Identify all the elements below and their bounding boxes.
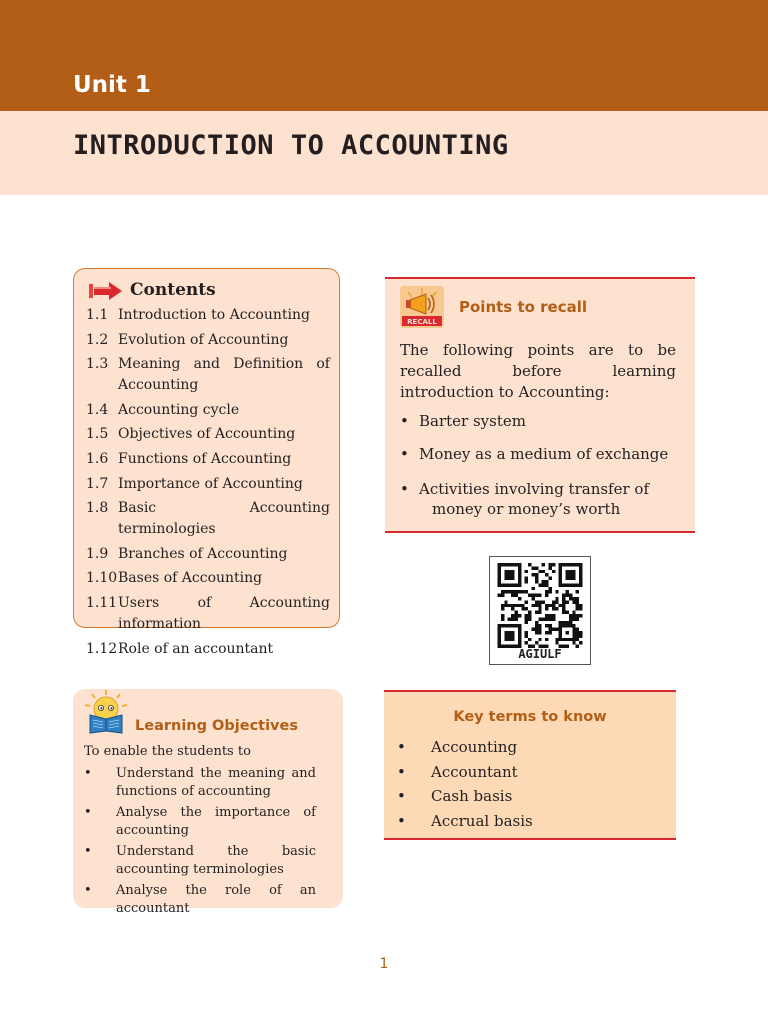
contents-item: [86, 474, 330, 495]
contents-item-number: 1.3: [86, 356, 109, 373]
bullet-icon: •: [400, 480, 409, 498]
objective-item: [84, 804, 316, 839]
page-title: INTRODUCTION TO ACCOUNTING: [73, 130, 509, 161]
recall-point-text: Money as a medium of exchange: [419, 445, 669, 463]
objective-text: Analyse the importance of accounting: [116, 805, 316, 838]
qr-code-box: [489, 556, 591, 665]
learning-objectives-list: [84, 765, 316, 921]
contents-item-number: 1.7: [86, 475, 109, 492]
contents-item: [86, 544, 330, 565]
contents-item-text: Role of an accountant: [118, 640, 274, 657]
contents-item-text: Functions of Accounting: [118, 450, 292, 467]
bullet-icon: •: [84, 766, 92, 781]
key-term-text: Accounting: [431, 738, 518, 756]
points-to-recall-box: [385, 277, 695, 533]
objective-item: [84, 765, 316, 800]
key-terms-list: [397, 735, 533, 833]
bullet-icon: •: [397, 762, 406, 781]
key-terms-heading: Key terms to know: [453, 709, 607, 725]
contents-item-text: Introduction to Accounting: [118, 307, 310, 323]
learning-objectives-intro: To enable the students to: [84, 744, 251, 759]
reading-student-icon: [82, 689, 130, 735]
key-terms-box: [384, 690, 676, 840]
contents-item: [86, 330, 330, 351]
contents-item-text: Bases of Accounting: [118, 570, 263, 587]
contents-item-text: Importance of Accounting: [118, 475, 303, 492]
contents-item-text: Meaning and Definition of Accounting: [118, 356, 330, 394]
contents-item-number: 1.11: [86, 594, 118, 611]
contents-item: [86, 400, 330, 421]
learning-objectives-box: [73, 689, 343, 916]
page-number: 1: [379, 956, 389, 972]
contents-item: [86, 354, 330, 396]
contents-item-number: 1.2: [86, 331, 109, 348]
objective-text: Understand the meaning and functions of accounting: [116, 766, 316, 799]
recall-point: [400, 444, 676, 464]
contents-item-number: 1.12: [86, 640, 118, 657]
contents-item: [86, 498, 330, 540]
objective-item: [84, 843, 316, 878]
qr-code-label: AGIULF: [518, 647, 562, 661]
bullet-icon: •: [400, 445, 409, 463]
contents-item: [86, 593, 330, 635]
unit-label: Unit 1: [73, 72, 151, 98]
key-term-item: [397, 735, 533, 760]
contents-list: [86, 305, 330, 663]
key-term-item: [397, 809, 533, 834]
contents-item-number: 1.1: [86, 307, 109, 323]
bullet-icon: •: [84, 883, 92, 898]
contents-item: [86, 639, 330, 660]
objective-item: [84, 882, 316, 917]
contents-item-text: Objectives of Accounting: [118, 426, 296, 443]
objective-text: Analyse the role of an accountant: [116, 883, 316, 916]
recall-point: [400, 411, 676, 431]
learning-objectives-heading: Learning Objectives: [135, 718, 298, 734]
key-term-text: Accountant: [431, 762, 518, 781]
contents-item: [86, 449, 330, 470]
bullet-icon: •: [84, 844, 92, 859]
objective-text: Understand the basic accounting terminologies: [116, 844, 316, 877]
contents-item-number: 1.8: [86, 500, 109, 517]
megaphone-icon: [400, 286, 444, 328]
recall-point: [400, 479, 676, 519]
contents-heading: Contents: [130, 280, 216, 300]
points-to-recall-heading: Points to recall: [459, 298, 588, 316]
contents-item-number: 1.10: [86, 570, 118, 587]
bullet-icon: •: [397, 738, 406, 756]
contents-item-text: Branches of Accounting: [118, 545, 288, 562]
contents-item-text: Basic Accounting terminologies: [118, 500, 330, 538]
bullet-icon: •: [84, 805, 92, 820]
bullet-icon: •: [397, 787, 406, 805]
contents-item: [86, 305, 330, 326]
recall-point-text: Activities involving transfer of money or money’s worth: [419, 480, 650, 518]
recall-points-list: [400, 411, 676, 519]
bullet-icon: •: [397, 811, 406, 830]
contents-item: [86, 424, 330, 445]
recall-point-text: Barter system: [419, 412, 526, 430]
contents-item-text: Evolution of Accounting: [118, 331, 289, 348]
contents-item-text: Users of Accounting information: [118, 594, 330, 632]
contents-item: [86, 568, 330, 589]
recall-intro-text: The following points are to be recalled before learning introduction to Accounting:: [400, 341, 676, 401]
contents-item-number: 1.9: [86, 545, 109, 562]
recall-icon-label: RECALL: [407, 318, 437, 326]
contents-item-text: Accounting cycle: [118, 401, 240, 418]
contents-item-number: 1.5: [86, 426, 109, 443]
contents-box: [73, 268, 340, 657]
contents-item-number: 1.6: [86, 450, 109, 467]
key-term-item: [397, 784, 533, 809]
key-term-text: Accrual basis: [431, 811, 533, 830]
qr-code-icon: [496, 563, 584, 648]
contents-item-number: 1.4: [86, 401, 109, 418]
key-term-text: Cash basis: [431, 787, 513, 805]
arrow-icon: [87, 281, 123, 301]
key-term-item: [397, 760, 533, 785]
bullet-icon: •: [400, 412, 409, 430]
